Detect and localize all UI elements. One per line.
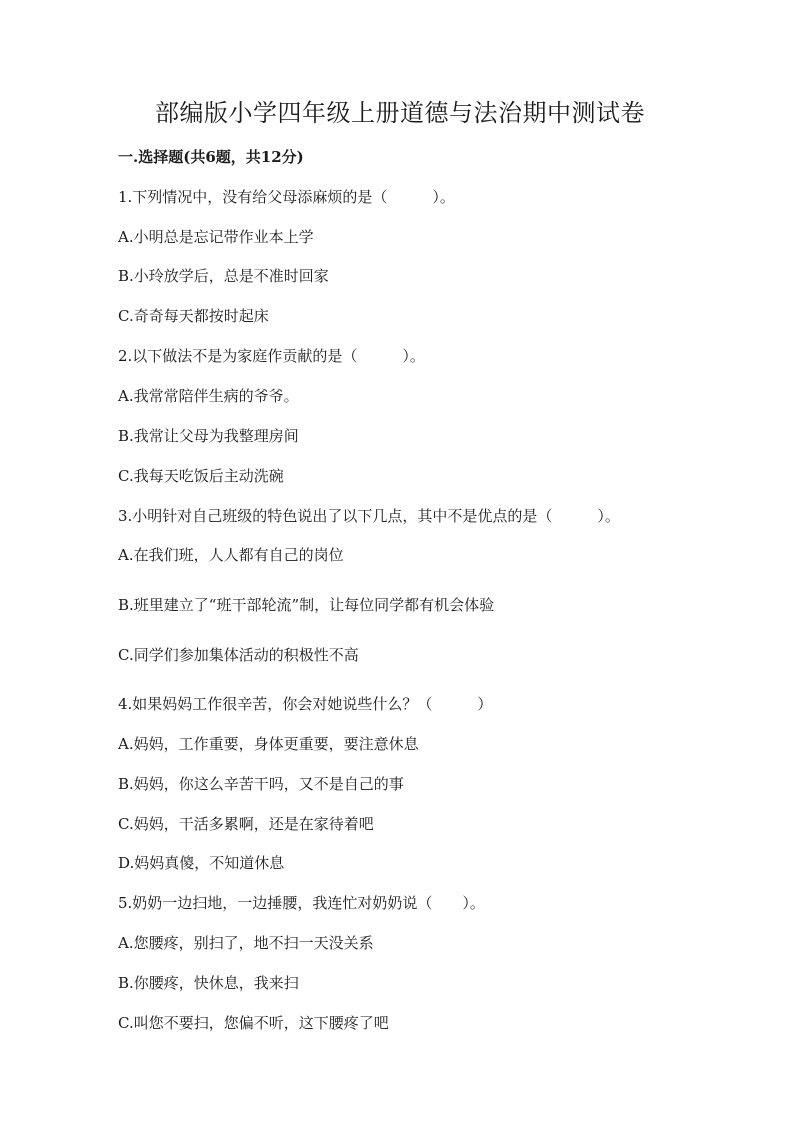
question-4-option-b: B.妈妈，你这么辛苦干吗，又不是自己的事 xyxy=(118,775,404,793)
question-4-stem: 4.如果妈妈工作很辛苦，你会对她说些什么？（ ） xyxy=(118,695,493,713)
question-4-option-a: A.妈妈，工作重要，身体更重要，要注意休息 xyxy=(118,735,419,753)
question-1-stem: 1.下列情况中，没有给父母添麻烦的是（ ）。 xyxy=(118,188,455,206)
question-2-stem: 2.以下做法不是为家庭作贡献的是（ ）。 xyxy=(118,347,425,365)
question-5-option-a: A.您腰疼，别扫了，地不扫一天没关系 xyxy=(118,934,374,952)
question-3-option-b: B.班里建立了“班干部轮流”制，让每位同学都有机会体验 xyxy=(118,596,495,614)
question-4-option-d: D.妈妈真傻，不知道休息 xyxy=(118,854,285,872)
question-5-stem: 5.奶奶一边扫地，一边捶腰，我连忙对奶奶说（ ）。 xyxy=(118,894,485,912)
question-3-option-a: A.在我们班，人人都有自己的岗位 xyxy=(118,546,344,564)
question-1-option-a: A.小明总是忘记带作业本上学 xyxy=(118,228,314,246)
question-5-option-c: C.叫您不要扫，您偏不听，这下腰疼了吧 xyxy=(118,1014,389,1032)
question-2-option-b: B.我常让父母为我整理房间 xyxy=(118,427,299,445)
question-2-option-a: A.我常常陪伴生病的爷爷。 xyxy=(118,387,299,405)
question-1-option-b: B.小玲放学后，总是不准时回家 xyxy=(118,267,329,285)
question-3-option-c: C.同学们参加集体活动的积极性不高 xyxy=(118,646,359,664)
question-2-option-c: C.我每天吃饭后主动洗碗 xyxy=(118,467,284,485)
question-5-option-b: B.你腰疼，快休息，我来扫 xyxy=(118,974,299,992)
question-1-option-c: C.奇奇每天都按时起床 xyxy=(118,307,269,325)
question-3-stem: 3.小明针对自己班级的特色说出了以下几点，其中不是优点的是（ ）。 xyxy=(118,507,620,525)
page-title: 部编版小学四年级上册道德与法治期中测试卷 xyxy=(155,99,645,127)
question-4-option-c: C.妈妈，干活多累啊，还是在家待着吧 xyxy=(118,815,374,833)
section-heading: 一.选择题(共6题，共12分) xyxy=(118,148,304,166)
